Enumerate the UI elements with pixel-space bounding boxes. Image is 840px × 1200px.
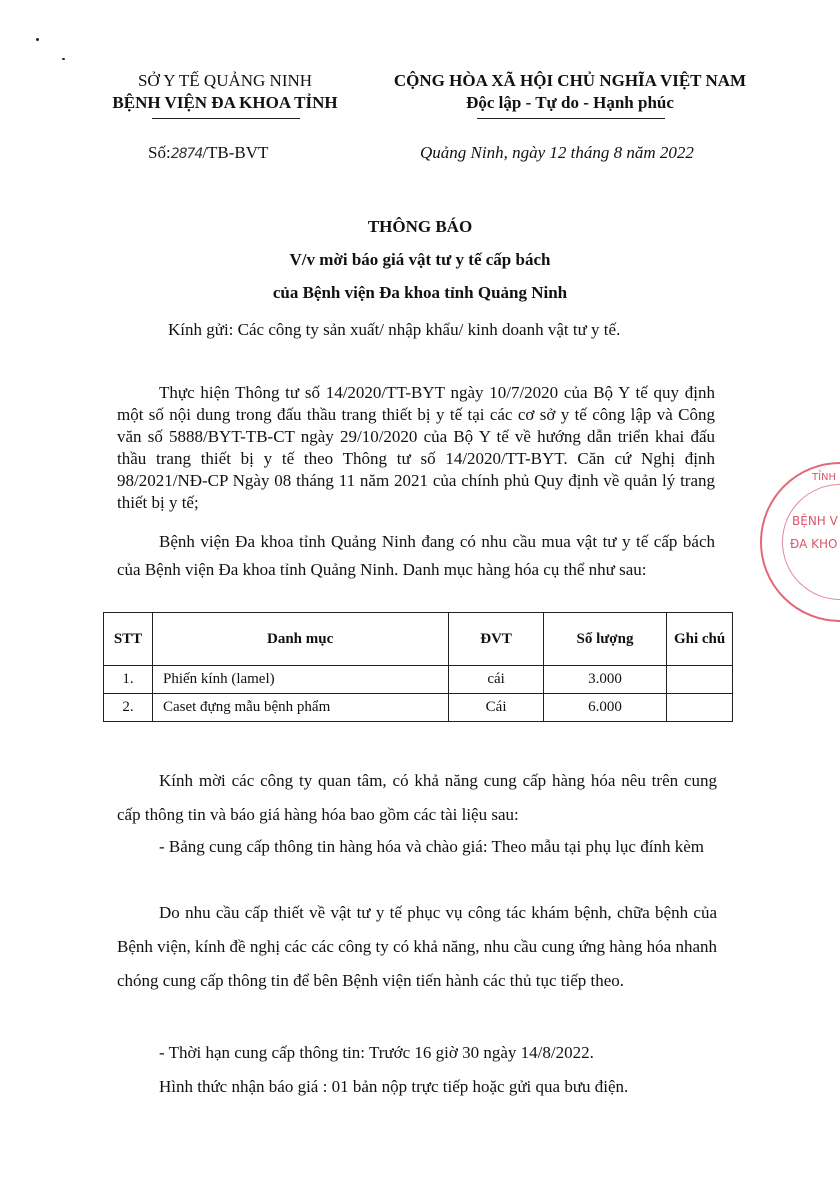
paragraph-demand [117,528,715,584]
motto: Độc lập - Tự do - Hạnh phúc [466,93,674,112]
national-motto-block [370,70,770,114]
document-number-handwritten: 2874 [170,146,203,162]
cell-unit: Cái [449,694,544,722]
cell-stt: 2. [104,694,153,722]
seal-text-line1: BỆNH V [792,514,838,528]
paragraph-demand-text: Bệnh viện Đa khoa tỉnh Quảng Ninh đang có nhu cầu mua vật tư y tế cấp bách của Bệnh viện Đa khoa tỉnh Quảng Ninh. Danh mục hàng hóa cụ thể như sau: [117,532,715,579]
issuer-underline [152,118,300,119]
cell-item: Caset đựng mẫu bệnh phẩm [152,694,448,722]
table-header-row [104,613,733,666]
column-header-item: Danh mục [152,613,448,666]
document-title: THÔNG BÁO [367,217,473,236]
paragraph-invitation [117,764,717,832]
scan-speck [62,58,65,60]
paragraph-legal-basis [117,382,715,514]
paragraph-deadline-text: - Thời hạn cung cấp thông tin: Trước 16 giờ 30 ngày 14/8/2022. [159,1043,594,1062]
document-subject-line2: của Bệnh viện Đa khoa tỉnh Quảng Ninh [272,283,568,302]
paragraph-urgency [117,896,717,998]
issuer-block [90,70,360,114]
cell-note [667,694,733,722]
table-row [104,666,733,694]
column-header-quantity: Số lượng [543,613,666,666]
column-header-stt: STT [104,613,153,666]
cell-stt: 1. [104,666,153,694]
paragraph-required-docs-text: - Bảng cung cấp thông tin hàng hóa và chào giá: Theo mẫu tại phụ lục đính kèm [159,837,704,856]
recipient-line: Kính gửi: Các công ty sản xuất/ nhập khẩu/ kinh doanh vật tư y tế. [168,320,621,339]
scan-speck [36,38,39,41]
cell-unit: cái [449,666,544,694]
seal-text-line2: ĐA KHO [790,537,838,551]
table-row [104,694,733,722]
paragraph-legal-basis-text: Thực hiện Thông tư số 14/2020/TT-BYT ngày 10/7/2020 của Bộ Y tế quy định một số nội dung trong đấu thầu trang thiết bị y tế tại các cơ sở y tế công lập và Công văn số 5888/BYT-TB-CT ngày 29/10/2020 của Bộ Y tế về hướng dẫn triển khai đấu thầu trang thiết bị y tế theo Thông tư số 14/2020/TT-BYT. Căn cứ Nghị định 98/2021/NĐ-CP Ngày 08 tháng 11 năm 2021 của chính phủ Quy định về quản lý trang thiết bị y tế; [117,383,715,512]
paragraph-urgency-text: Do nhu cầu cấp thiết về vật tư y tế phục vụ công tác khám bệnh, chữa bệnh của Bệnh viện, kính đề nghị các các công ty có khả năng, nhu cầu cung ứng hàng hóa nhanh chóng cung cấp thông tin để bên Bệnh viện tiến hành các thủ tục tiếp theo. [117,903,717,990]
seal-text-top: TỈNH [812,472,837,483]
red-seal-stamp [760,462,840,622]
cell-note [667,666,733,694]
document-subject: V/v mời báo giá vật tư y tế cấp bách [289,250,551,269]
paragraph-invitation-text: Kính mời các công ty quan tâm, có khả năng cung cấp hàng hóa nêu trên cung cấp thông tin và báo giá hàng hóa bao gồm các tài liệu sau: [117,771,717,824]
issuer-department: SỞ Y TẾ QUẢNG NINH [137,71,313,90]
column-header-unit: ĐVT [449,613,544,666]
paragraph-submission [117,1070,717,1104]
paragraph-deadline [117,1036,717,1070]
cell-quantity: 3.000 [543,666,666,694]
cell-item: Phiến kính (lamel) [152,666,448,694]
document-date: Quảng Ninh, ngày 12 tháng 8 năm 2022 [420,143,694,162]
cell-quantity: 6.000 [543,694,666,722]
paragraph-required-docs [117,830,717,864]
document-number-suffix: /TB-BVT [202,143,269,162]
issuer-hospital: BỆNH VIỆN ĐA KHOA TỈNH [112,93,338,112]
motto-underline [477,118,665,119]
goods-table [103,612,733,722]
paragraph-submission-text: Hình thức nhận báo giá : 01 bản nộp trực tiếp hoặc gửi qua bưu điện. [159,1077,629,1096]
column-header-note: Ghi chú [667,613,733,666]
document-number-prefix: Số: [148,143,171,162]
document-number [148,143,268,163]
country-name: CỘNG HÒA XÃ HỘI CHỦ NGHĨA VIỆT NAM [393,71,747,90]
